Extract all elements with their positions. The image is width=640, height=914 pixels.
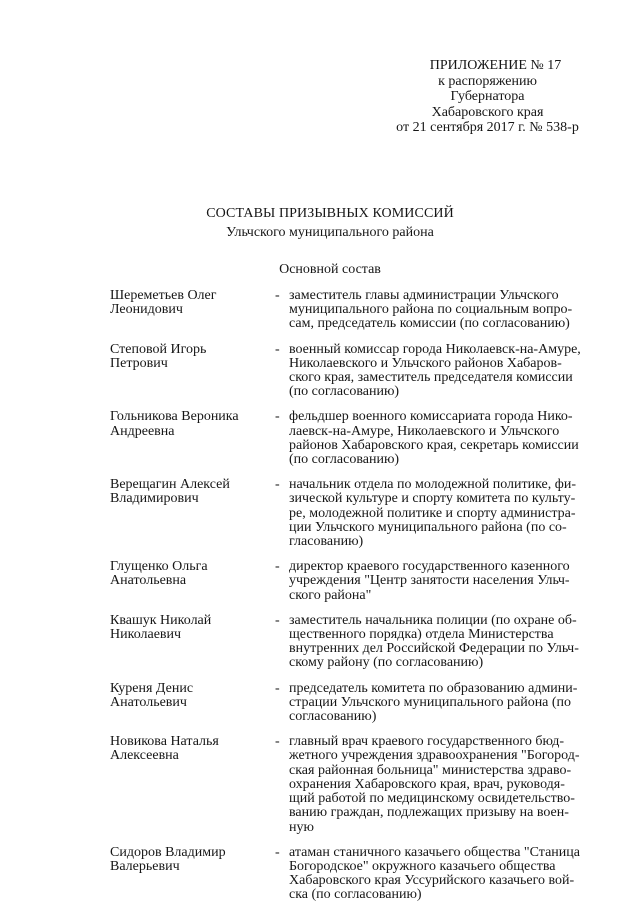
- member-dash: -: [275, 612, 280, 628]
- members-list: [110, 289, 606, 914]
- member-role: начальник отдела по молодежной политике, фи- зической культуре и спорту комитета по культу- ре, молодежной политике и спорту администра- ции Ульчского муниципального района (по со- гласованию): [289, 477, 576, 550]
- member-role: главный врач краевого государственного бюд- жетного учреждения здравоохранения "Богород- ская районная больница" министерства здраво- охранения Хабаровского края, врач, руководя- щий работой по медицинскому освидетельство- ванию граждан, подлежащих призыву на воен- ную: [289, 734, 580, 835]
- member-entry: [110, 735, 606, 834]
- appendix-line-1: к распоряжению: [438, 73, 537, 89]
- member-entry: [110, 410, 606, 467]
- member-role: атаман станичного казачьего общества "Станица Богородское" окружного казачьего общества Хабаровского края Уссурийского казачьего вой- ска (по согласованию): [289, 844, 580, 903]
- member-name: Куреня Денис Анатольевич: [110, 680, 194, 710]
- member-role: заместитель начальника полиции (по охране об- щественного порядка) отдела Министерства внутренних дел Российской Федерации по Ульч- скому району (по согласованию): [289, 612, 579, 671]
- member-entry: [110, 614, 606, 671]
- member-role: военный комиссар города Николаевск-на-Амуре, Николаевского и Ульчского районов Хабаров- ского края, заместитель председателя комиссии (по согласованию): [289, 341, 581, 400]
- member-role: заместитель главы администрации Ульчского муниципального района по социальным вопро- сам, председатель комиссии (по согласованию): [289, 288, 573, 332]
- member-name: Гольникова Вероника Андреевна: [110, 409, 239, 439]
- member-role: директор краевого государственного казенного учреждения "Центр занятости населения Ульч- ского района": [289, 559, 570, 603]
- member-dash: -: [275, 288, 280, 303]
- composition-heading: Основной состав: [279, 262, 381, 277]
- member-role: председатель комитета по образованию админи- страции Ульчского муниципального района (по согласованию): [289, 680, 578, 725]
- member-entry: [110, 846, 606, 903]
- appendix-line-2: Губернатора: [450, 89, 525, 104]
- member-dash: -: [275, 680, 280, 696]
- document-title: СОСТАВЫ ПРИЗЫВНЫХ КОМИССИЙ: [206, 206, 454, 221]
- member-name: Шереметьев Олег Леонидович: [110, 288, 217, 318]
- member-name: Квашук Николай Николаевич: [110, 612, 212, 643]
- appendix-date-line: от 21 сентября 2017 г. № 538-р: [396, 120, 579, 135]
- member-dash: -: [275, 477, 280, 493]
- member-dash: -: [275, 409, 280, 425]
- appendix-line-3: Хабаровского края: [431, 104, 544, 120]
- member-dash: -: [275, 341, 280, 357]
- member-entry: [110, 560, 606, 603]
- member-dash: -: [275, 559, 280, 575]
- appendix-number: ПРИЛОЖЕНИЕ № 17: [429, 58, 562, 73]
- document-subtitle: Ульчского муниципального района: [226, 225, 434, 240]
- member-name: Верещагин Алексей Владимирович: [110, 477, 230, 507]
- member-name: Степовой Игорь Петрович: [110, 341, 207, 371]
- member-dash: -: [275, 844, 280, 860]
- member-entry: [110, 478, 606, 549]
- appendix-block: [380, 58, 595, 136]
- member-name: Новикова Наталья Алексеевна: [110, 734, 219, 764]
- member-entry: [110, 343, 606, 400]
- member-entry: [110, 682, 606, 725]
- member-entry: [110, 289, 606, 332]
- member-name: Сидоров Владимир Валерьевич: [110, 844, 226, 874]
- member-name: Глущенко Ольга Анатольевна: [110, 559, 208, 589]
- member-role: фельдшер военного комиссариата города Нико- лаевск-на-Амуре, Николаевского и Ульчского районов Хабаровского края, секретарь комиссии (по согласованию): [289, 409, 579, 468]
- member-dash: -: [275, 734, 280, 750]
